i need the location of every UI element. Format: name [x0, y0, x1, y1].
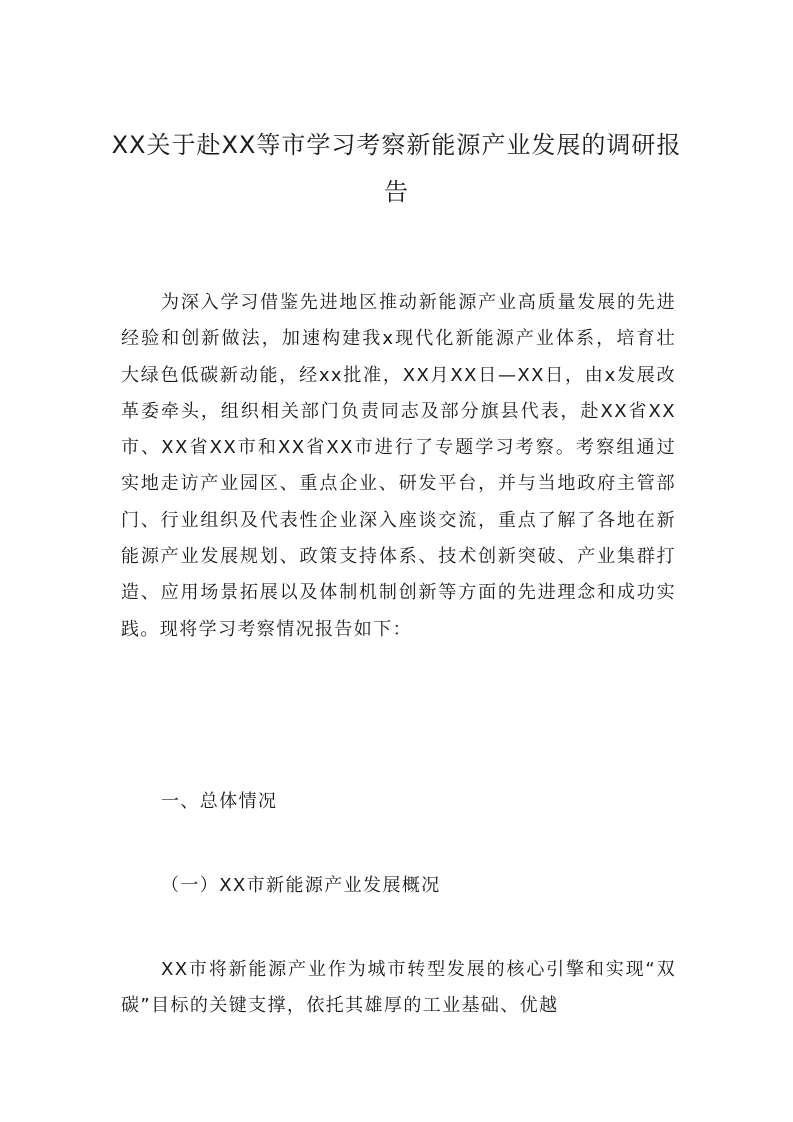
- subsection-heading: （一）XX市新能源产业发展概况: [161, 875, 441, 896]
- body-paragraph: XX市将新能源产业作为城市转型发展的核心引擎和实现“双碳”目标的关键支撑，依托其雄厚的工业基础、优越: [121, 959, 676, 1017]
- intro-paragraph: 为深入学习借鉴先进地区推动新能源产业高质量发展的先进经验和创新做法，加速构建我x现代化新能源产业体系，培育壮大绿色低碳新动能，经xx批准，XX月XX日—XX日，由x发展改革委牵头，组织相关部门负责同志及部分旗县代表，赴XX省XX市、XX省XX市和XX省XX市进行了专题学习考察。考察组通过实地走访产业园区、重点企业、研发平台，并与当地政府主管部门、行业组织及代表性企业深入座谈交流，重点了解了各地在新能源产业发展规划、政策支持体系、技术创新突破、产业集群打造、应用场景拓展以及体制机制创新等方面的先进理念和成功实践。现将学习考察情况报告如下：: [121, 292, 676, 640]
- document-title: XX关于赴XX等市学习考察新能源产业发展的调研报告: [111, 131, 682, 206]
- section-heading: 一、总体情况: [161, 791, 278, 812]
